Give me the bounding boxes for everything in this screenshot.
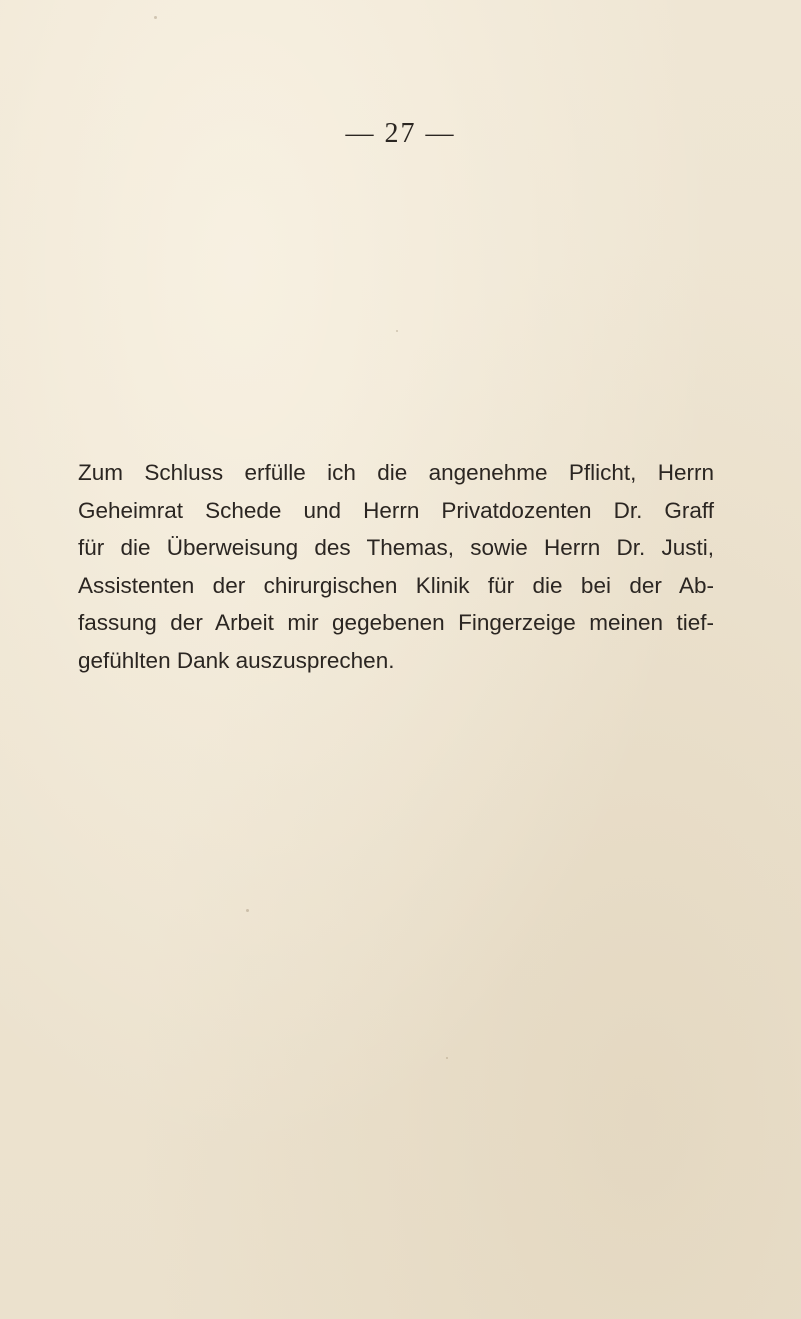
paragraph-line: Zum Schluss erfülle ich die angenehme Pflicht, Herrn	[78, 460, 714, 485]
paper-speck	[396, 330, 398, 332]
paragraph-line: fassung der Arbeit mir gegebenen Fingerzeige meinen tief-	[78, 610, 714, 636]
paper-speck	[154, 16, 157, 19]
paper-speck	[446, 1057, 448, 1059]
paragraph-line: Geheimrat Schede und Herrn Privatdozenten Dr. Graff	[78, 497, 714, 523]
paragraph	[78, 454, 714, 680]
paragraph-line: Assistenten der chirurgischen Klinik für die bei der Ab-	[78, 572, 714, 598]
paragraph-line: für die Überweisung des Themas, sowie Herrn Dr. Justi,	[78, 535, 714, 561]
paragraph-line: gefühlten Dank auszusprechen.	[78, 647, 395, 673]
paper-speck	[246, 909, 249, 912]
page-number: — 27 —	[345, 118, 456, 149]
